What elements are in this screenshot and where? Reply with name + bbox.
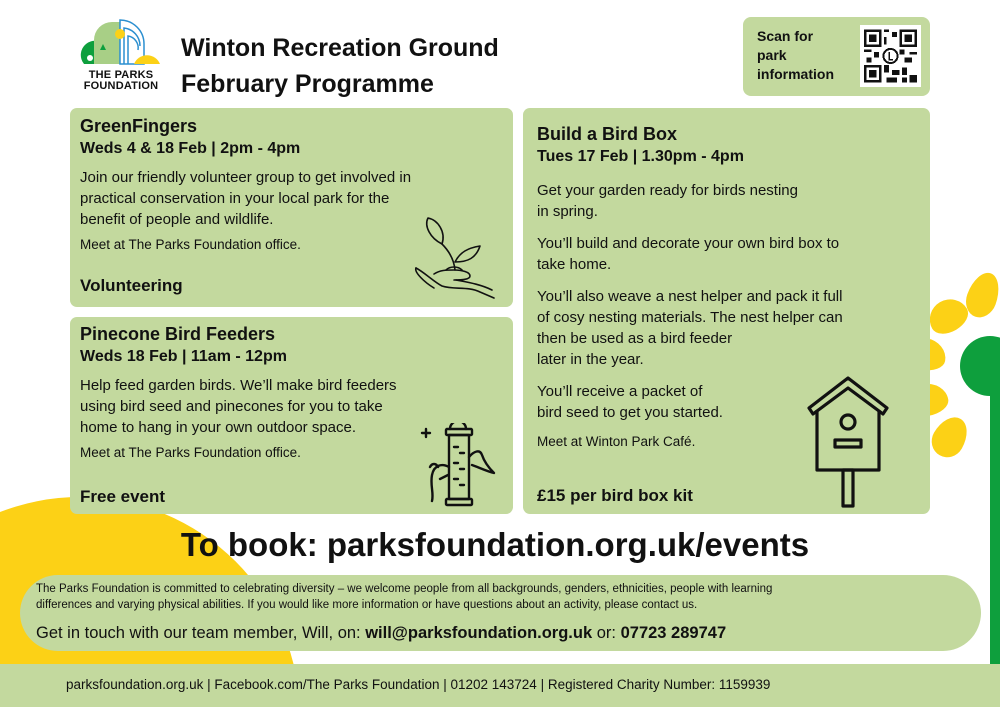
diversity-statement-line: differences and varying physical abilities. If you would like more information or have questions about an activity, please contact us. [36, 599, 698, 611]
event-description-line: later in the year. [537, 351, 644, 368]
event-description-line: Get your garden ready for birds nesting [537, 182, 798, 199]
event-title: GreenFingers [80, 116, 198, 136]
page-subtitle: February Programme [181, 70, 434, 98]
decorative-green-stem [990, 340, 1000, 668]
event-datetime: Weds 4 & 18 Feb | 2pm - 4pm [80, 140, 301, 157]
event-description-line: take home. [537, 256, 612, 273]
event-description-line: bird seed to get you started. [537, 404, 723, 421]
logo-arches-icon [80, 16, 162, 68]
event-description-line: of cosy nesting materials. The nest helper can [537, 309, 843, 326]
diversity-statement [36, 581, 966, 613]
event-meeting-point: Meet at The Parks Foundation office. [80, 237, 301, 252]
booking-link[interactable]: To book: parksfoundation.org.uk/events [180, 526, 810, 563]
contact-separator: or: [592, 624, 621, 642]
event-description-line: in spring. [537, 203, 598, 220]
event-datetime: Weds 18 Feb | 11am - 12pm [80, 348, 287, 365]
birdhouse-icon [805, 374, 891, 510]
event-description-line: You’ll build and decorate your own bird box to [537, 235, 840, 252]
event-description-line: using bird seed and pinecones for you to take [80, 398, 383, 415]
contact-phone[interactable]: 07723 289747 [620, 624, 727, 642]
event-meeting-point: Meet at The Parks Foundation office. [80, 445, 301, 460]
event-description-line: practical conservation in your local park for the [80, 190, 390, 207]
event-description-line: then be used as a bird feeder [537, 330, 733, 347]
page-title: Winton Recreation Ground [181, 34, 499, 62]
logo-text-line2: FOUNDATION [83, 80, 159, 92]
event-description-line: home to hang in your own outdoor space. [80, 419, 357, 436]
event-description-line: You’ll receive a packet of [537, 383, 703, 400]
event-title: Build a Bird Box [537, 124, 678, 144]
qr-code-icon[interactable] [860, 25, 921, 87]
qr-label-line3: information [757, 66, 834, 82]
event-title: Pinecone Bird Feeders [80, 324, 276, 344]
event-card-pinecone-bird-feeders [70, 317, 513, 514]
page-title-block [181, 30, 499, 102]
logo-text [80, 70, 162, 92]
bird-feeder-icon [416, 423, 502, 509]
parks-foundation-logo [80, 16, 162, 94]
logo-text-line1: THE PARKS [88, 69, 154, 81]
diversity-statement-line: The Parks Foundation is committed to celebrating diversity – we welcome people from all backgrounds, genders, ethnicities, people with learning [36, 583, 773, 595]
hand-seedling-icon [410, 216, 502, 302]
event-category: Free event [80, 487, 166, 506]
contact-line [36, 624, 726, 643]
contact-panel [20, 575, 981, 651]
event-description-paragraph [537, 381, 843, 423]
event-price: £15 per bird box kit [537, 486, 693, 505]
qr-panel [743, 17, 930, 96]
qr-label-line2: park [757, 47, 787, 63]
event-description [80, 167, 411, 230]
decorative-petal [926, 411, 975, 463]
event-description [80, 375, 397, 438]
event-description-line: Join our friendly volunteer group to get involved in [80, 169, 412, 186]
event-card-greenfingers [70, 108, 513, 307]
event-description-line: benefit of people and wildlife. [80, 211, 274, 228]
footer-text: parksfoundation.org.uk | Facebook.com/The Parks Foundation | 01202 143724 | Registered Charity Number: 1159939 [66, 677, 771, 692]
qr-label [757, 27, 857, 84]
footer-bar [0, 664, 1000, 707]
contact-email-link[interactable]: will@parksfoundation.org.uk [365, 624, 593, 642]
event-card-build-a-bird-box [523, 108, 930, 514]
event-description-line: Help feed garden birds. We’ll make bird feeders [80, 377, 397, 394]
event-meeting-point: Meet at Winton Park Café. [537, 434, 696, 449]
qr-label-line1: Scan for [757, 28, 814, 44]
event-description-paragraph [537, 233, 843, 275]
event-description-paragraph [537, 286, 843, 370]
event-description-paragraph [537, 180, 843, 222]
event-datetime: Tues 17 Feb | 1.30pm - 4pm [537, 148, 744, 165]
event-description-line: You’ll also weave a nest helper and pack it full [537, 288, 843, 305]
contact-prefix: Get in touch with our team member, Will, on: [36, 624, 366, 642]
event-category: Volunteering [80, 276, 183, 295]
